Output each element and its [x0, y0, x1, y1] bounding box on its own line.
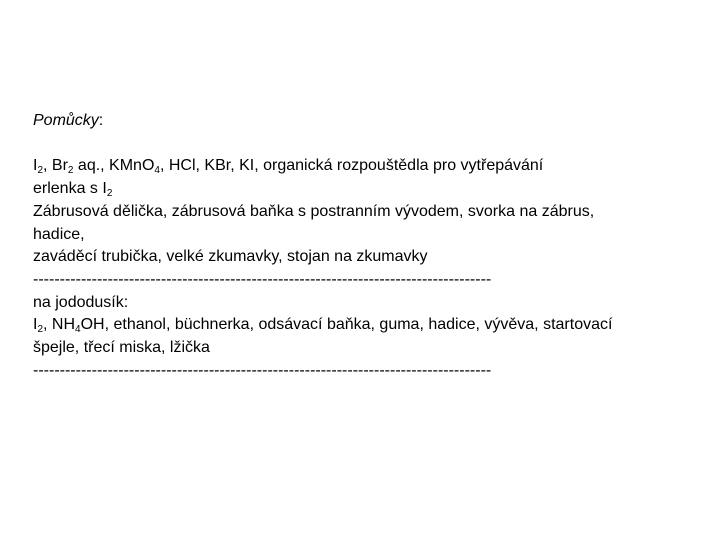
reagent-iodine-subscript: 2 [37, 165, 44, 177]
reagent-bromine: , Br [43, 157, 68, 175]
equipment-line-1: Zábrusová dělička, zábrusová baňka s postranním vývodem, svorka na zábrus, [33, 202, 595, 220]
jododusik-iodine: I [33, 316, 38, 334]
blank-line [33, 133, 703, 156]
heading-label: Pomůcky [33, 112, 99, 129]
jododusik-line [33, 314, 703, 337]
jododusik-heading: na jododusík: [33, 293, 129, 311]
separator-2: -------------------------------------------------------------------------------------- [33, 361, 492, 379]
reagents-rest: , HCl, KBr, KI, organická rozpouštědla pro vytřepávání [159, 157, 544, 175]
jododusik-line-2: špejle, třecí miska, lžička [33, 339, 210, 357]
flask-line [33, 178, 703, 201]
flask-text: erlenka s I [33, 180, 107, 198]
reagent-permanganate: aq., KMnO [73, 157, 155, 175]
separator-1: -------------------------------------------------------------------------------------- [33, 270, 492, 288]
heading-line [33, 110, 703, 133]
reagent-permanganate-subscript: 4 [154, 165, 160, 177]
jododusik-ammonium-subscript: 4 [75, 324, 81, 336]
jododusik-ammonium: , NH [43, 316, 76, 334]
text-body [33, 110, 703, 382]
equipment-line-2: hadice, [33, 225, 85, 243]
equipment-line-3: zaváděcí trubička, velké zkumavky, stojan na zkumavky [33, 248, 428, 266]
flask-subscript: 2 [106, 188, 113, 200]
reagents-line [33, 155, 703, 178]
jododusik-iodine-subscript: 2 [37, 324, 44, 336]
reagent-iodine: I [33, 157, 38, 175]
heading-colon: : [98, 112, 104, 129]
jododusik-rest: OH, ethanol, büchnerka, odsávací baňka, guma, hadice, vývěva, startovací [80, 316, 613, 334]
reagent-bromine-subscript: 2 [67, 165, 74, 177]
